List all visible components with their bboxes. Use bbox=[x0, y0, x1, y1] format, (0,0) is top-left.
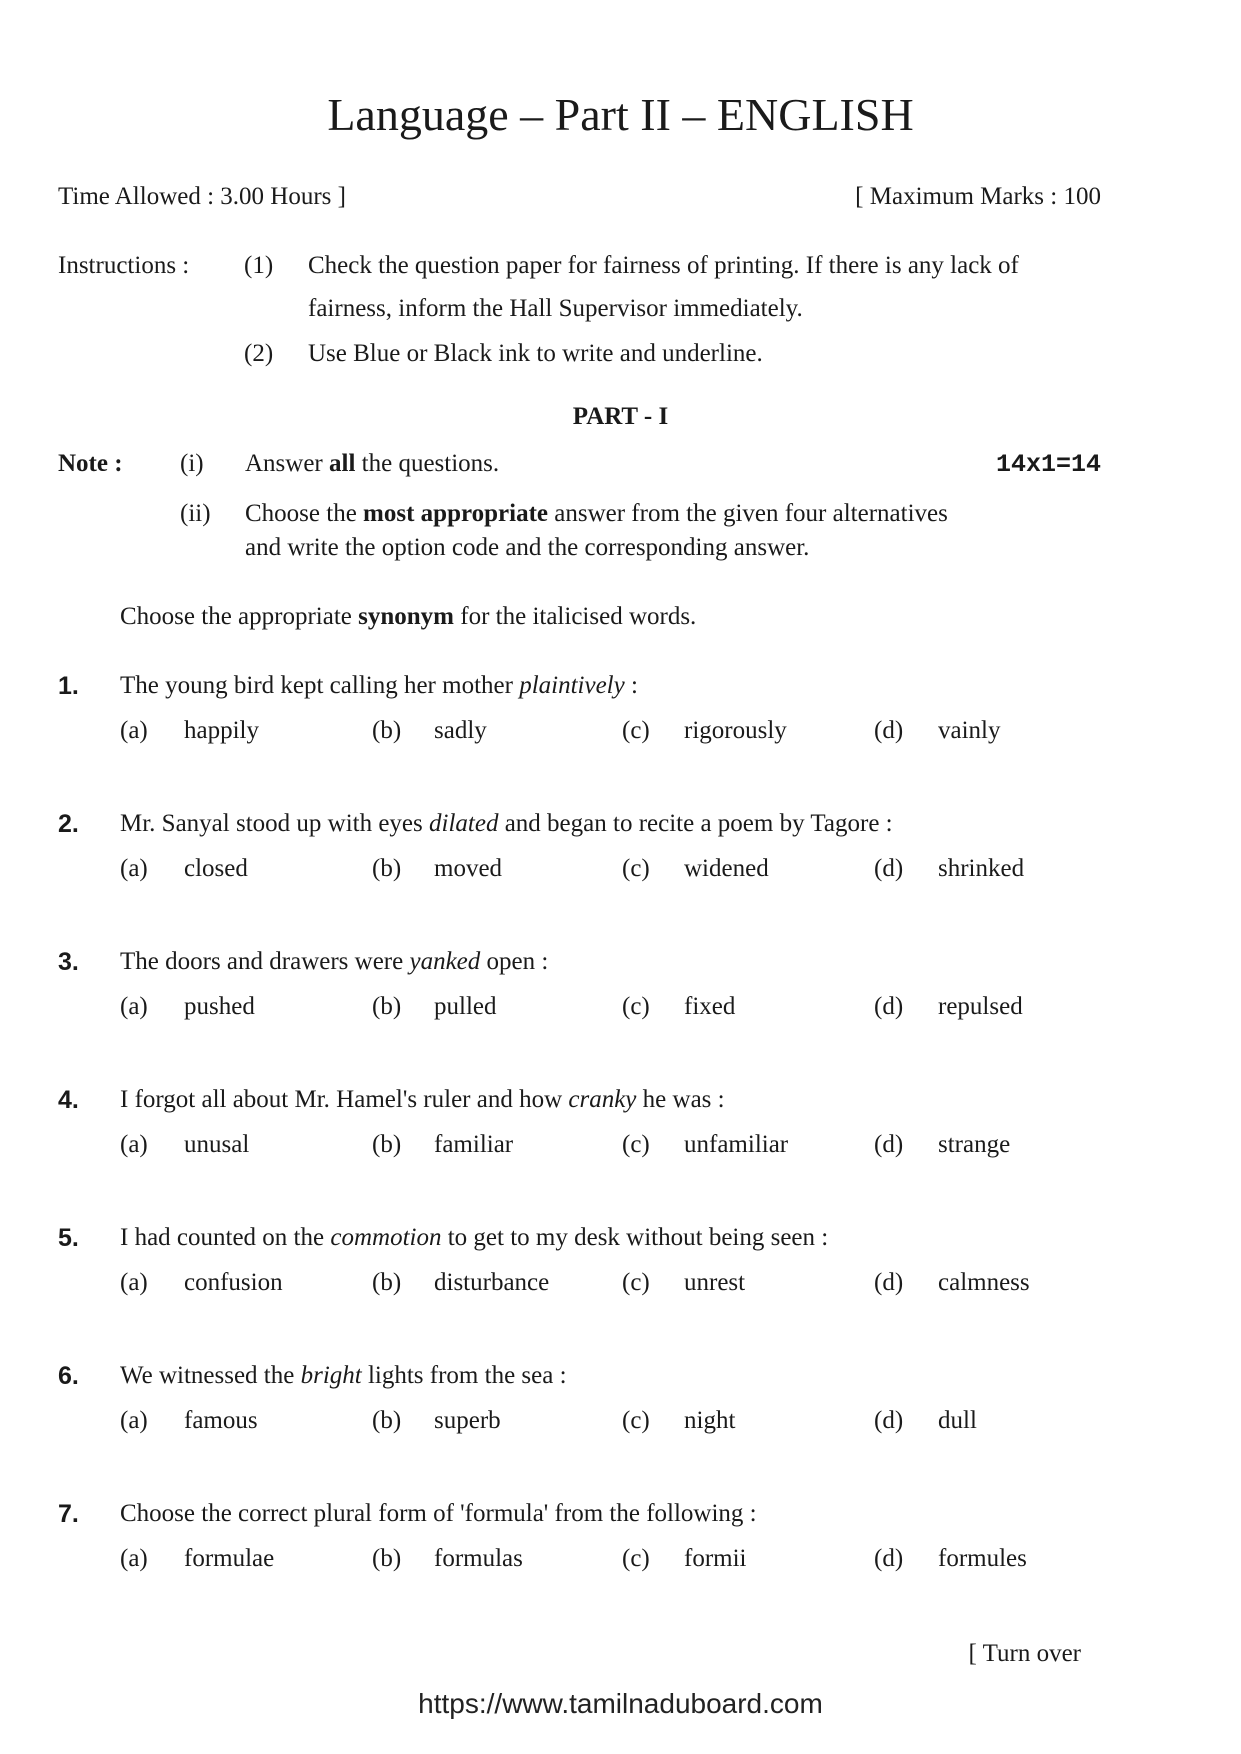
option-code: (d) bbox=[874, 1545, 904, 1572]
option-code: (c) bbox=[622, 855, 650, 882]
option-code: (d) bbox=[874, 993, 904, 1020]
turn-over: [ Turn over bbox=[968, 1640, 1081, 1667]
option-text: pulled bbox=[434, 993, 497, 1020]
question-number: 7. bbox=[58, 1500, 79, 1528]
note-i-text: Answer all the questions. bbox=[245, 450, 500, 477]
option-text: closed bbox=[184, 855, 248, 882]
option-text: superb bbox=[434, 1407, 501, 1434]
option-code: (b) bbox=[372, 1407, 402, 1434]
option-code: (c) bbox=[622, 993, 650, 1020]
option-code: (a) bbox=[120, 993, 148, 1020]
option-text: sadly bbox=[434, 717, 487, 744]
option-code: (a) bbox=[120, 1407, 148, 1434]
option-code: (b) bbox=[372, 1131, 402, 1158]
option-code: (c) bbox=[622, 717, 650, 744]
option-code: (c) bbox=[622, 1131, 650, 1158]
option-code: (b) bbox=[372, 855, 402, 882]
instruction-1-line-2: fairness, inform the Hall Supervisor immediately. bbox=[308, 295, 803, 322]
option-text: repulsed bbox=[938, 993, 1023, 1020]
note-ii-line-2: and write the option code and the corresponding answer. bbox=[245, 534, 810, 561]
option-code: (d) bbox=[874, 855, 904, 882]
option-text: disturbance bbox=[434, 1269, 550, 1296]
note-ii-line-1: Choose the most appropriate answer from the given four alternatives bbox=[245, 500, 948, 527]
option-text: strange bbox=[938, 1131, 1011, 1158]
option-code: (d) bbox=[874, 1407, 904, 1434]
instruction-2-number: (2) bbox=[244, 340, 274, 367]
option-text: unfamiliar bbox=[684, 1131, 789, 1158]
question-text: We witnessed the bright lights from the sea : bbox=[120, 1362, 567, 1389]
instruction-1-line-1: Check the question paper for fairness of printing. If there is any lack of bbox=[308, 252, 1019, 279]
part-heading: PART - I bbox=[572, 403, 669, 430]
question-text: The doors and drawers were yanked open : bbox=[120, 948, 549, 975]
option-code: (b) bbox=[372, 717, 402, 744]
maximum-marks: [ Maximum Marks : 100 bbox=[855, 183, 1101, 210]
question-number: 2. bbox=[58, 810, 79, 838]
option-code: (a) bbox=[120, 1131, 148, 1158]
option-code: (d) bbox=[874, 1131, 904, 1158]
option-code: (c) bbox=[622, 1545, 650, 1572]
question-text: The young bird kept calling her mother plaintively : bbox=[120, 672, 638, 699]
option-text: night bbox=[684, 1407, 736, 1434]
page-title: Language – Part II – ENGLISH bbox=[327, 89, 914, 140]
option-text: unusal bbox=[184, 1131, 250, 1158]
option-text: formii bbox=[684, 1545, 747, 1572]
option-text: famous bbox=[184, 1407, 258, 1434]
website-url: https://www.tamilnaduboard.com bbox=[418, 1688, 823, 1719]
time-allowed: Time Allowed : 3.00 Hours ] bbox=[58, 183, 346, 210]
question-text: I had counted on the commotion to get to my desk without being seen : bbox=[120, 1224, 829, 1251]
option-text: widened bbox=[684, 855, 769, 882]
option-text: confusion bbox=[184, 1269, 283, 1296]
question-text: Choose the correct plural form of 'formula' from the following : bbox=[120, 1500, 757, 1527]
question-number: 4. bbox=[58, 1086, 79, 1114]
option-text: pushed bbox=[184, 993, 255, 1020]
option-code: (d) bbox=[874, 717, 904, 744]
option-text: shrinked bbox=[938, 855, 1025, 882]
option-text: calmness bbox=[938, 1269, 1030, 1296]
option-code: (a) bbox=[120, 1269, 148, 1296]
question-text: Mr. Sanyal stood up with eyes dilated and began to recite a poem by Tagore : bbox=[120, 810, 893, 837]
question-number: 1. bbox=[58, 672, 79, 700]
note-i-number: (i) bbox=[180, 450, 204, 477]
option-code: (c) bbox=[622, 1407, 650, 1434]
instructions-label: Instructions : bbox=[58, 252, 190, 279]
option-text: moved bbox=[434, 855, 503, 882]
question-number: 3. bbox=[58, 948, 79, 976]
note-marks: 14x1=14 bbox=[995, 450, 1101, 479]
note-ii-number: (ii) bbox=[180, 500, 211, 527]
instruction-2-line-1: Use Blue or Black ink to write and underline. bbox=[308, 340, 763, 367]
option-code: (b) bbox=[372, 1545, 402, 1572]
option-text: formulas bbox=[434, 1545, 523, 1572]
option-text: familiar bbox=[434, 1131, 514, 1158]
option-code: (d) bbox=[874, 1269, 904, 1296]
section-directive: Choose the appropriate synonym for the italicised words. bbox=[120, 603, 697, 630]
option-text: rigorously bbox=[684, 717, 787, 744]
option-text: fixed bbox=[684, 993, 736, 1020]
question-text: I forgot all about Mr. Hamel's ruler and how cranky he was : bbox=[120, 1086, 725, 1113]
question-number: 5. bbox=[58, 1224, 79, 1252]
question-number: 6. bbox=[58, 1362, 79, 1390]
option-text: unrest bbox=[684, 1269, 746, 1296]
option-text: formules bbox=[938, 1545, 1027, 1572]
option-code: (a) bbox=[120, 855, 148, 882]
option-text: formulae bbox=[184, 1545, 275, 1572]
option-code: (b) bbox=[372, 993, 402, 1020]
option-text: happily bbox=[184, 717, 259, 744]
instruction-1-number: (1) bbox=[244, 252, 274, 279]
option-text: vainly bbox=[938, 717, 1001, 744]
option-code: (b) bbox=[372, 1269, 402, 1296]
option-text: dull bbox=[938, 1407, 977, 1434]
note-label: Note : bbox=[58, 450, 123, 477]
option-code: (a) bbox=[120, 1545, 148, 1572]
option-code: (a) bbox=[120, 717, 148, 744]
option-code: (c) bbox=[622, 1269, 650, 1296]
